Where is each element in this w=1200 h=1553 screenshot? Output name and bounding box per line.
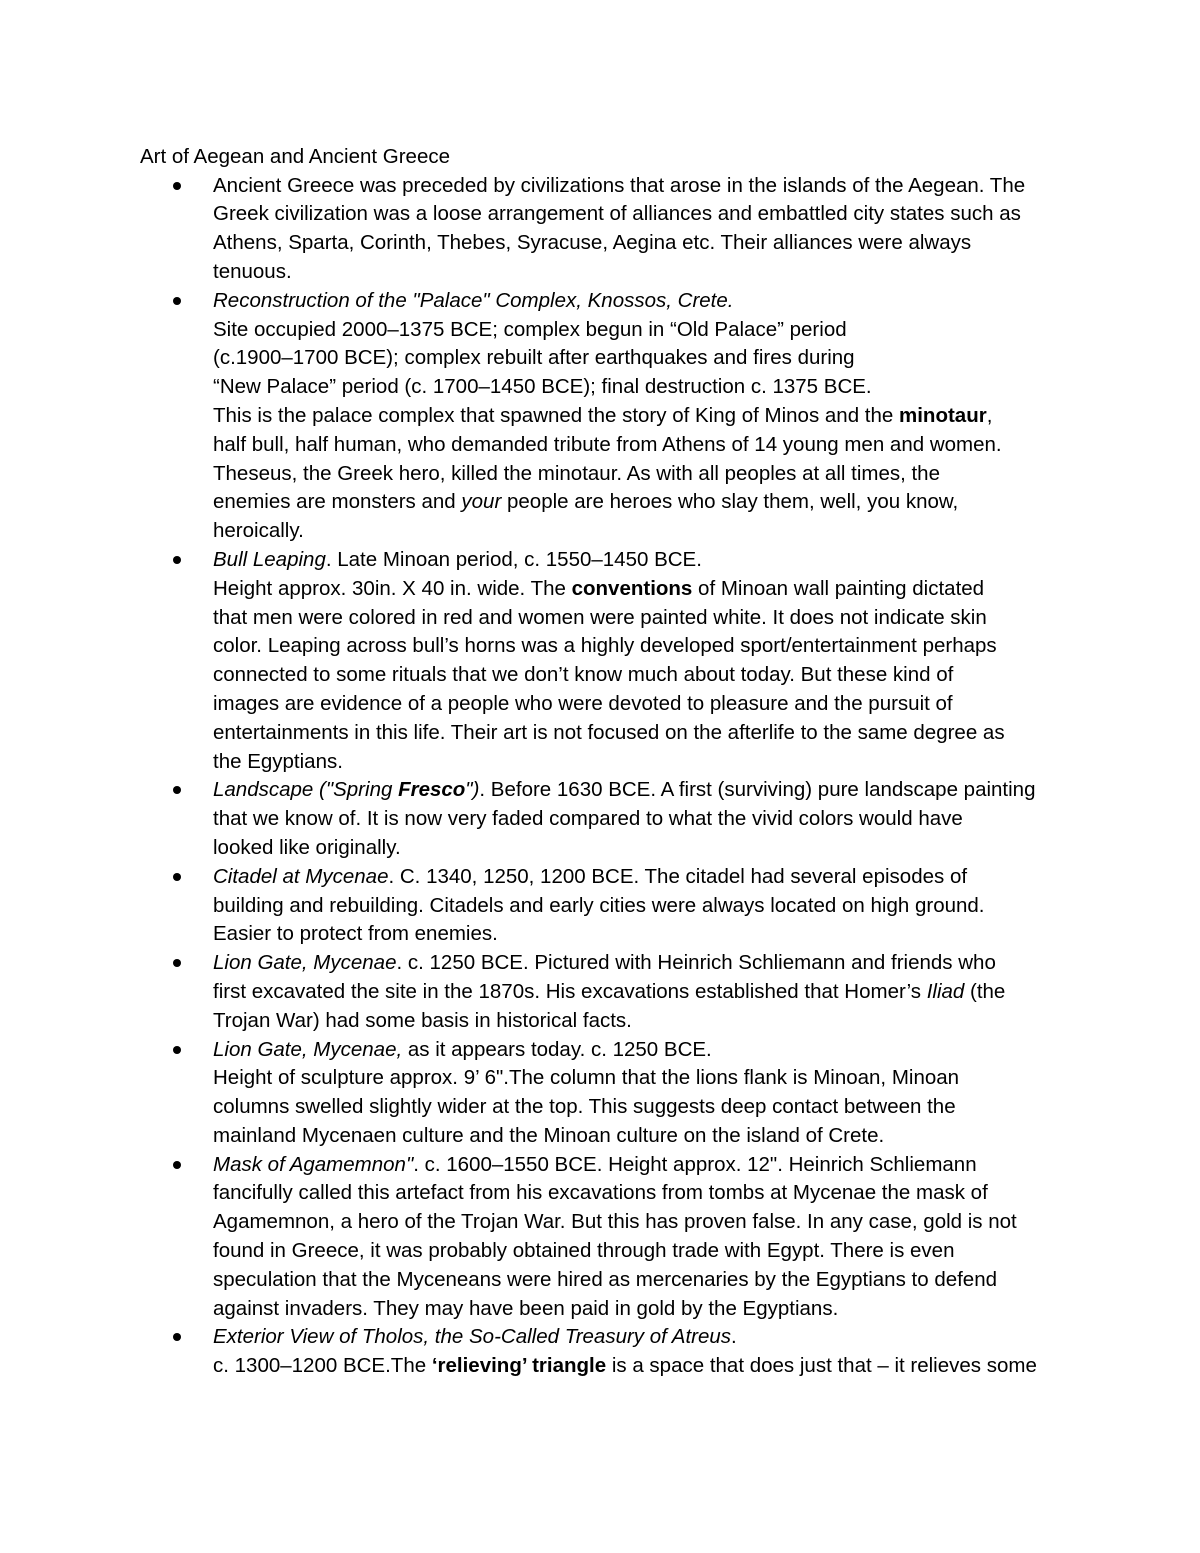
text-line — [213, 344, 1093, 373]
text-run: Height of sculpture approx. 9’ 6".The column that the lions flank is Minoan, Minoan — [213, 1066, 960, 1090]
text-run: (c.1900–1700 BCE); complex rebuilt after earthquakes and fires during — [213, 346, 855, 370]
text-run: columns swelled slightly wider at the top. This suggests deep contact between the — [213, 1095, 956, 1119]
text-line — [213, 604, 1093, 633]
text-run: people are heroes who slay them, well, you know, — [501, 490, 959, 514]
text-run: . C. 1340, 1250, 1200 BCE. The citadel had several episodes of — [388, 864, 968, 888]
text-run: Lion Gate, Mycenae, — [213, 1037, 403, 1061]
text-line — [213, 1323, 1093, 1352]
text-run: heroically. — [213, 519, 304, 543]
text-line — [213, 488, 1093, 517]
text-run: tenuous. — [213, 259, 292, 283]
text-line — [213, 1179, 1093, 1208]
text-run: Theseus, the Greek hero, killed the minotaur. As with all peoples at all times, the — [213, 461, 940, 485]
bullet-icon — [173, 873, 181, 881]
text-line — [213, 1064, 1093, 1093]
text-run: ") — [465, 778, 480, 802]
text-line — [213, 1093, 1093, 1122]
text-run: conventions — [571, 576, 693, 600]
text-run: the Egyptians. — [213, 749, 343, 773]
text-line — [213, 1295, 1093, 1324]
text-line — [213, 776, 1093, 805]
text-run: minotaur — [899, 403, 987, 427]
text-run: This is the palace complex that spawned the story of King of Minos and the — [213, 403, 899, 427]
text-run: mainland Mycenaen culture and the Minoan culture on the island of Crete. — [213, 1123, 885, 1147]
bullet-icon — [173, 786, 181, 794]
text-run: your — [461, 490, 502, 514]
bullet-item — [213, 546, 1093, 776]
text-line — [213, 978, 1093, 1007]
text-run: entertainments in this life. Their art is not focused on the afterlife to the same degree as — [213, 720, 1005, 744]
text-line — [213, 287, 1093, 316]
text-run: “New Palace” period (c. 1700–1450 BCE); final destruction c. 1375 BCE. — [213, 375, 872, 399]
text-run: . c. 1250 BCE. Pictured with Heinrich Schliemann and friends who — [396, 951, 996, 975]
text-line — [213, 258, 1093, 287]
text-run: Trojan War) had some basis in historical facts. — [213, 1008, 632, 1032]
text-run: Ancient Greece was preceded by civilizations that arose in the islands of the Aegean. The — [213, 173, 1026, 197]
bullet-item — [213, 1036, 1093, 1151]
text-run: connected to some rituals that we don’t know much about today. But these kind of — [213, 663, 954, 687]
text-run: Fresco — [398, 778, 466, 802]
bullet-icon — [173, 182, 181, 190]
bullet-icon — [173, 959, 181, 967]
text-line — [213, 834, 1093, 863]
text-run: as it appears today. c. 1250 BCE. — [402, 1037, 712, 1061]
text-run: images are evidence of a people who were devoted to pleasure and the pursuit of — [213, 691, 953, 715]
bullet-item — [213, 776, 1093, 862]
text-line — [213, 1266, 1093, 1295]
text-run: first excavated the site in the 1870s. His excavations established that Homer’s — [213, 979, 927, 1003]
text-run: enemies are monsters and — [213, 490, 462, 514]
text-line — [213, 229, 1093, 258]
text-line — [213, 632, 1093, 661]
bullet-icon — [173, 556, 181, 564]
text-line — [213, 805, 1093, 834]
bullet-item — [213, 1151, 1093, 1324]
text-line — [213, 316, 1093, 345]
text-line — [213, 575, 1093, 604]
text-run: that men were colored in red and women were painted white. It does not indicate skin — [213, 605, 987, 629]
text-run: Height approx. 30in. X 40 in. wide. The — [213, 576, 572, 600]
text-run: against invaders. They may have been paid in gold by the Egyptians. — [213, 1296, 839, 1320]
text-line — [213, 1352, 1093, 1381]
text-line — [213, 200, 1093, 229]
text-run: of Minoan wall painting dictated — [692, 576, 985, 600]
text-run: Greek civilization was a loose arrangement of alliances and embattled city states such as — [213, 202, 1021, 226]
text-run: Easier to protect from enemies. — [213, 922, 498, 946]
bullet-list — [213, 172, 1093, 1381]
bullet-item — [213, 863, 1093, 949]
text-run: Bull Leaping — [213, 547, 326, 571]
bullet-icon — [173, 1333, 181, 1341]
text-line — [213, 1122, 1093, 1151]
text-run: Lion Gate, Mycenae — [213, 951, 397, 975]
text-line — [213, 402, 1093, 431]
bullet-item — [213, 949, 1093, 1035]
bullet-item — [213, 172, 1093, 287]
text-run: Agamemnon, a hero of the Trojan War. But this has proven false. In any case, gold is not — [213, 1210, 1017, 1234]
text-run: Athens, Sparta, Corinth, Thebes, Syracuse, Aegina etc. Their alliances were always — [213, 231, 972, 255]
bullet-icon — [173, 297, 181, 305]
text-run: half bull, half human, who demanded tribute from Athens of 14 young men and women. — [213, 432, 1002, 456]
text-run: Mask of Agamemnon" — [213, 1152, 414, 1176]
text-line — [213, 1151, 1093, 1180]
text-line — [213, 661, 1093, 690]
text-line — [213, 431, 1093, 460]
text-run: ‘relieving’ triangle — [431, 1354, 607, 1378]
text-line — [213, 748, 1093, 777]
text-run: . c. 1600–1550 BCE. Height approx. 12". Heinrich Schliemann — [413, 1152, 977, 1176]
text-run: (the — [964, 979, 1006, 1003]
text-run: fancifully called this artefact from his excavations from tombs at Mycenae the mask of — [213, 1181, 988, 1205]
text-run: Iliad — [926, 979, 965, 1003]
document-title: Art of Aegean and Ancient Greece — [140, 145, 450, 168]
bullet-item — [213, 287, 1093, 546]
text-line — [213, 1036, 1093, 1065]
text-line — [213, 1208, 1093, 1237]
text-line — [213, 1237, 1093, 1266]
bullet-icon — [173, 1046, 181, 1054]
text-line — [213, 863, 1093, 892]
text-run: that we know of. It is now very faded compared to what the vivid colors would have — [213, 807, 963, 831]
text-line — [213, 719, 1093, 748]
text-run: Landscape ("Spring — [213, 778, 399, 802]
bullet-item — [213, 1323, 1093, 1381]
text-line — [213, 690, 1093, 719]
text-run: color. Leaping across bull’s horns was a highly developed sport/entertainment perhaps — [213, 634, 997, 658]
text-line — [213, 517, 1093, 546]
text-run: Reconstruction of the "Palace" Complex, Knossos, Crete. — [213, 288, 734, 312]
text-run: Exterior View of Tholos, the So-Called Treasury of Atreus — [213, 1325, 732, 1349]
text-run: . Late Minoan period, c. 1550–1450 BCE. — [325, 547, 702, 571]
text-run: is a space that does just that – it relieves some — [606, 1354, 1037, 1378]
text-line — [213, 172, 1093, 201]
text-line — [213, 373, 1093, 402]
text-run: Site occupied 2000–1375 BCE; complex begun in “Old Palace” period — [213, 317, 847, 341]
text-run: c. 1300–1200 BCE.The — [213, 1354, 432, 1378]
text-line — [213, 892, 1093, 921]
text-line — [213, 1007, 1093, 1036]
text-run: Citadel at Mycenae — [213, 864, 389, 888]
text-line — [213, 920, 1093, 949]
text-run: looked like originally. — [213, 835, 401, 859]
text-run: . Before 1630 BCE. A first (surviving) pure landscape painting — [479, 778, 1036, 802]
bullet-icon — [173, 1161, 181, 1169]
text-line — [213, 546, 1093, 575]
text-line — [213, 460, 1093, 489]
text-run: , — [986, 403, 993, 427]
text-run: building and rebuilding. Citadels and early cities were always located on high ground. — [213, 893, 985, 917]
text-run: found in Greece, it was probably obtained through trade with Egypt. There is even — [213, 1239, 955, 1263]
text-line — [213, 949, 1093, 978]
text-run: . — [731, 1325, 737, 1349]
text-run: speculation that the Myceneans were hired as mercenaries by the Egyptians to defend — [213, 1267, 998, 1291]
